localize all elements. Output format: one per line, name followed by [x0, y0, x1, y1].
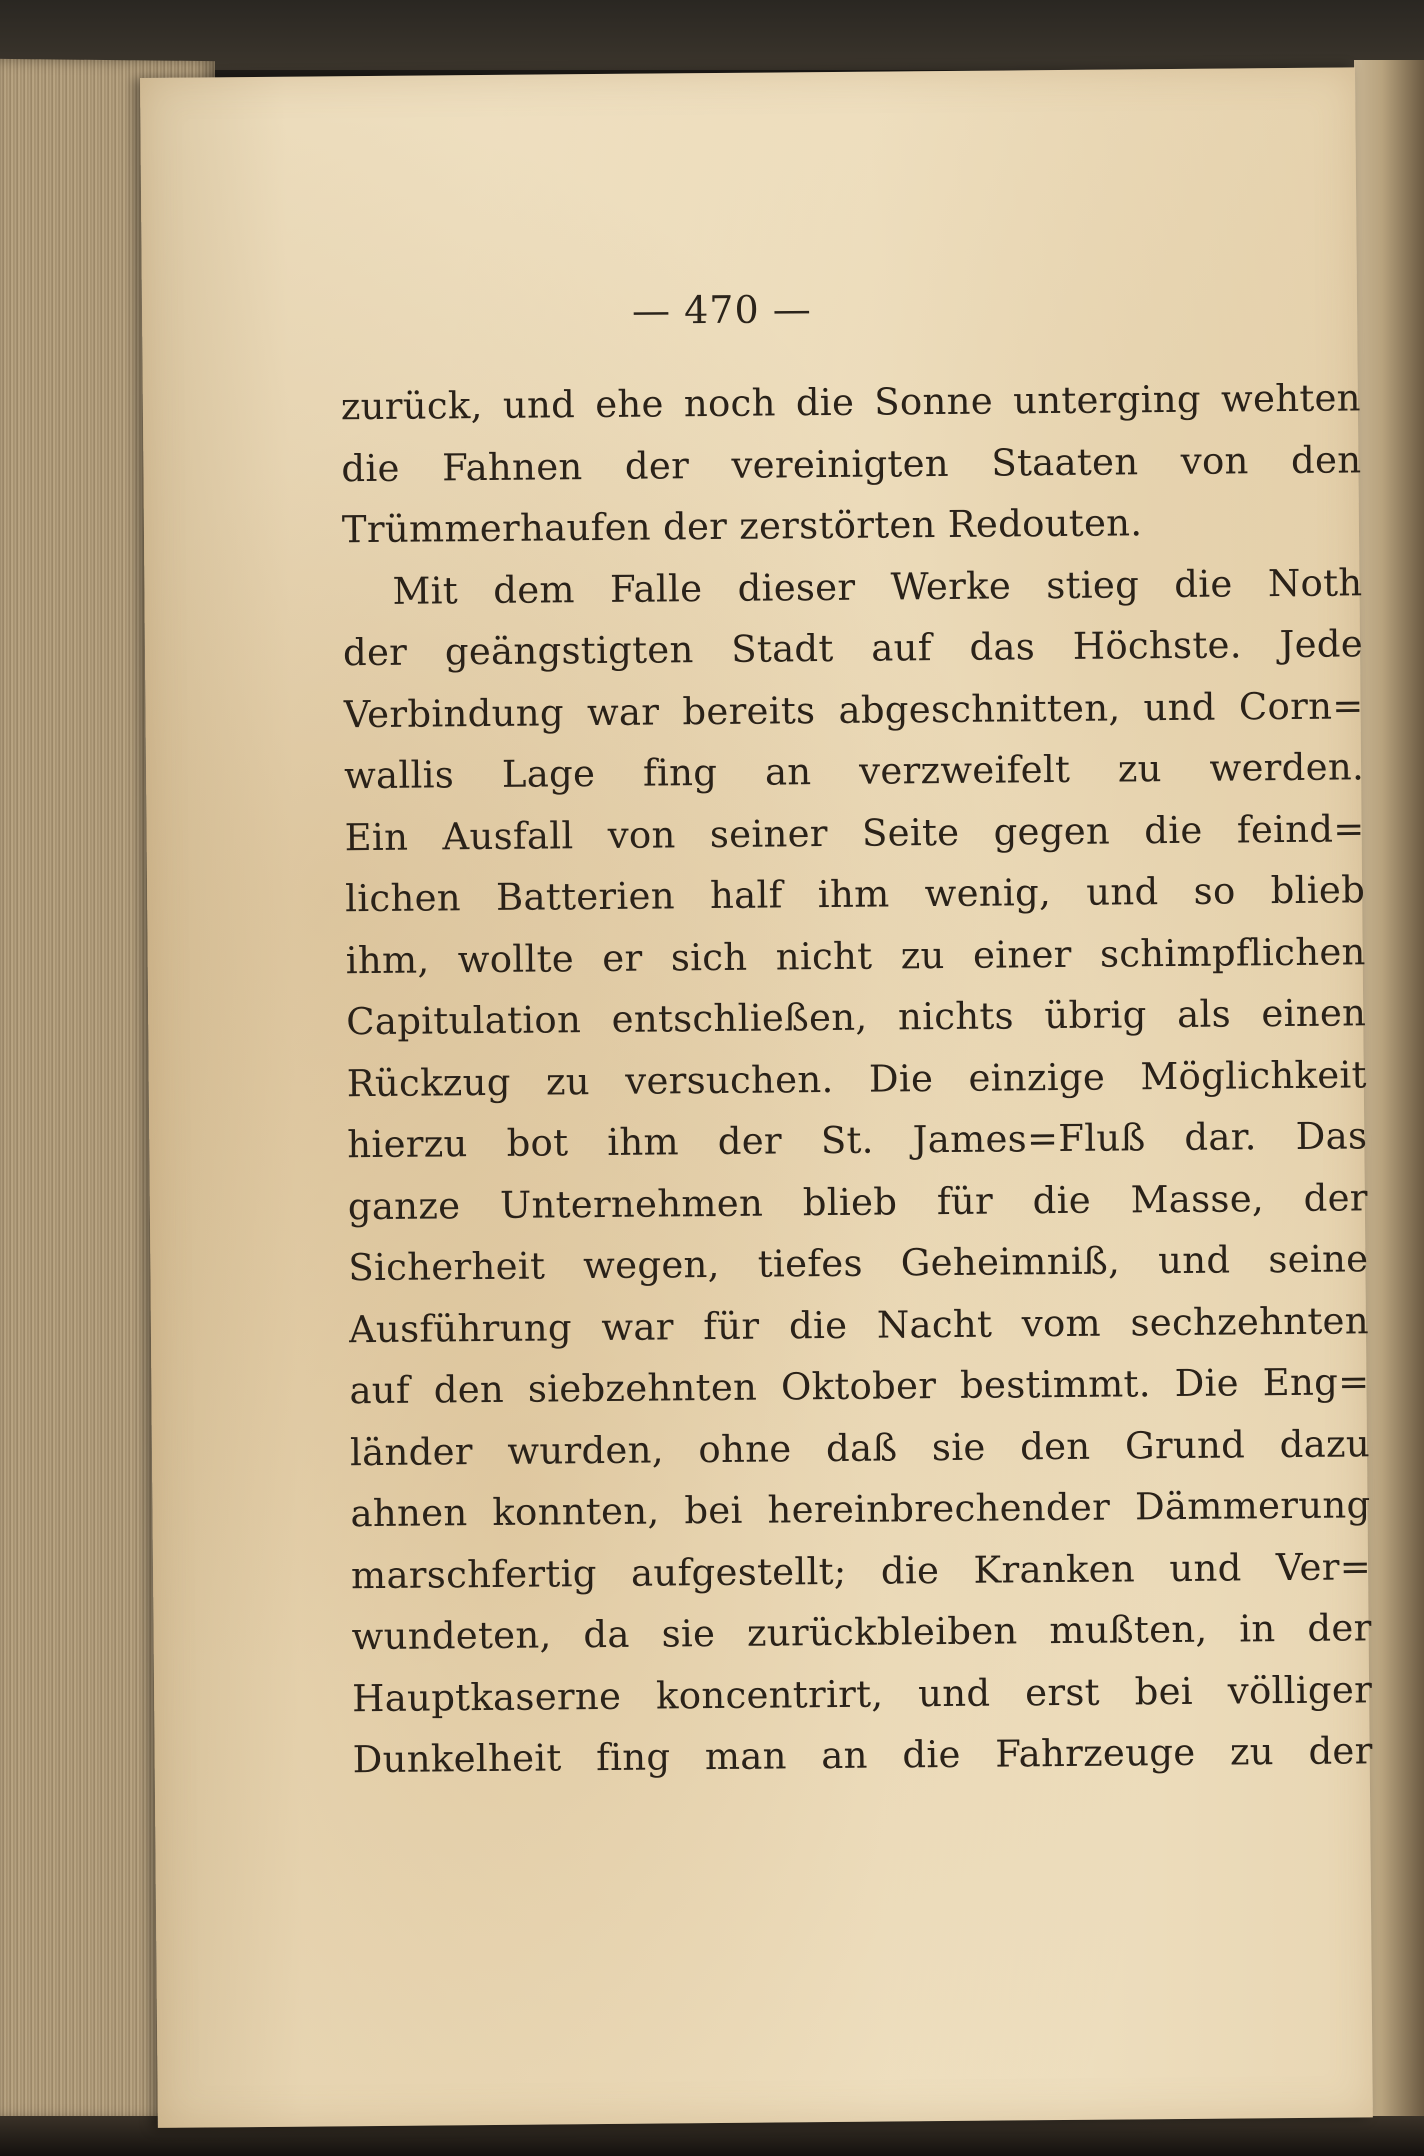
- body-text: [341, 367, 1373, 1790]
- text-line: Dunkelheit fing man an die Fahrzeuge zu der: [352, 1729, 1373, 1782]
- background-top: [0, 0, 1424, 70]
- text-line: lichen Batterien half ihm wenig, und so blieb: [344, 868, 1366, 921]
- book-page: [140, 67, 1373, 2128]
- text-line: Sicherheit wegen, tiefes Geheimniß, und seine: [348, 1237, 1369, 1290]
- text-line: Rückzug zu versuchen. Die einzige Möglichkeit: [346, 1052, 1367, 1105]
- text-line: Ein Ausfall von seiner Seite gegen die feind=: [344, 806, 1365, 859]
- text-line: marschfertig aufgestellt; die Kranken und Ver=: [350, 1544, 1372, 1597]
- text-line: ihm, wollte er sich nicht zu einer schimpflichen: [345, 929, 1366, 982]
- text-line: ahnen konnten, bei hereinbrechender Dämmerung: [350, 1483, 1371, 1536]
- text-line: hierzu bot ihm der St. James=Fluß dar. Das: [347, 1114, 1368, 1167]
- text-line: wallis Lage fing an verzweifelt zu werden.: [343, 745, 1365, 798]
- text-line: Mit dem Falle dieser Werke stieg die Noth: [392, 560, 1363, 613]
- text-line: Verbindung war bereits abgeschnitten, und Corn=: [343, 683, 1364, 736]
- text-line: auf den siebzehnten Oktober bestimmt. Die Eng=: [349, 1360, 1370, 1413]
- text-line: die Fahnen der vereinigten Staaten von den: [341, 437, 1362, 490]
- text-line: wundeten, da sie zurückbleiben mußten, in der: [351, 1606, 1372, 1659]
- text-line: zurück, und ehe noch die Sonne unterging wehten: [340, 376, 1362, 429]
- text-line: länder wurden, ohne daß sie den Grund dazu: [349, 1421, 1371, 1474]
- text-line: Trümmerhaufen der zerstörten Redouten.: [341, 501, 1143, 552]
- text-line: Hauptkaserne koncentrirt, und erst bei völliger: [351, 1667, 1373, 1720]
- text-line: der geängstigten Stadt auf das Höchste. Jede: [342, 622, 1364, 675]
- text-line: Ausführung war für die Nacht vom sechzehnten: [348, 1298, 1370, 1351]
- text-line: ganze Unternehmen blieb für die Masse, der: [347, 1175, 1369, 1228]
- page-number: — 470 —: [631, 287, 812, 333]
- text-line: Capitulation entschließen, nichts übrig als einen: [346, 991, 1367, 1044]
